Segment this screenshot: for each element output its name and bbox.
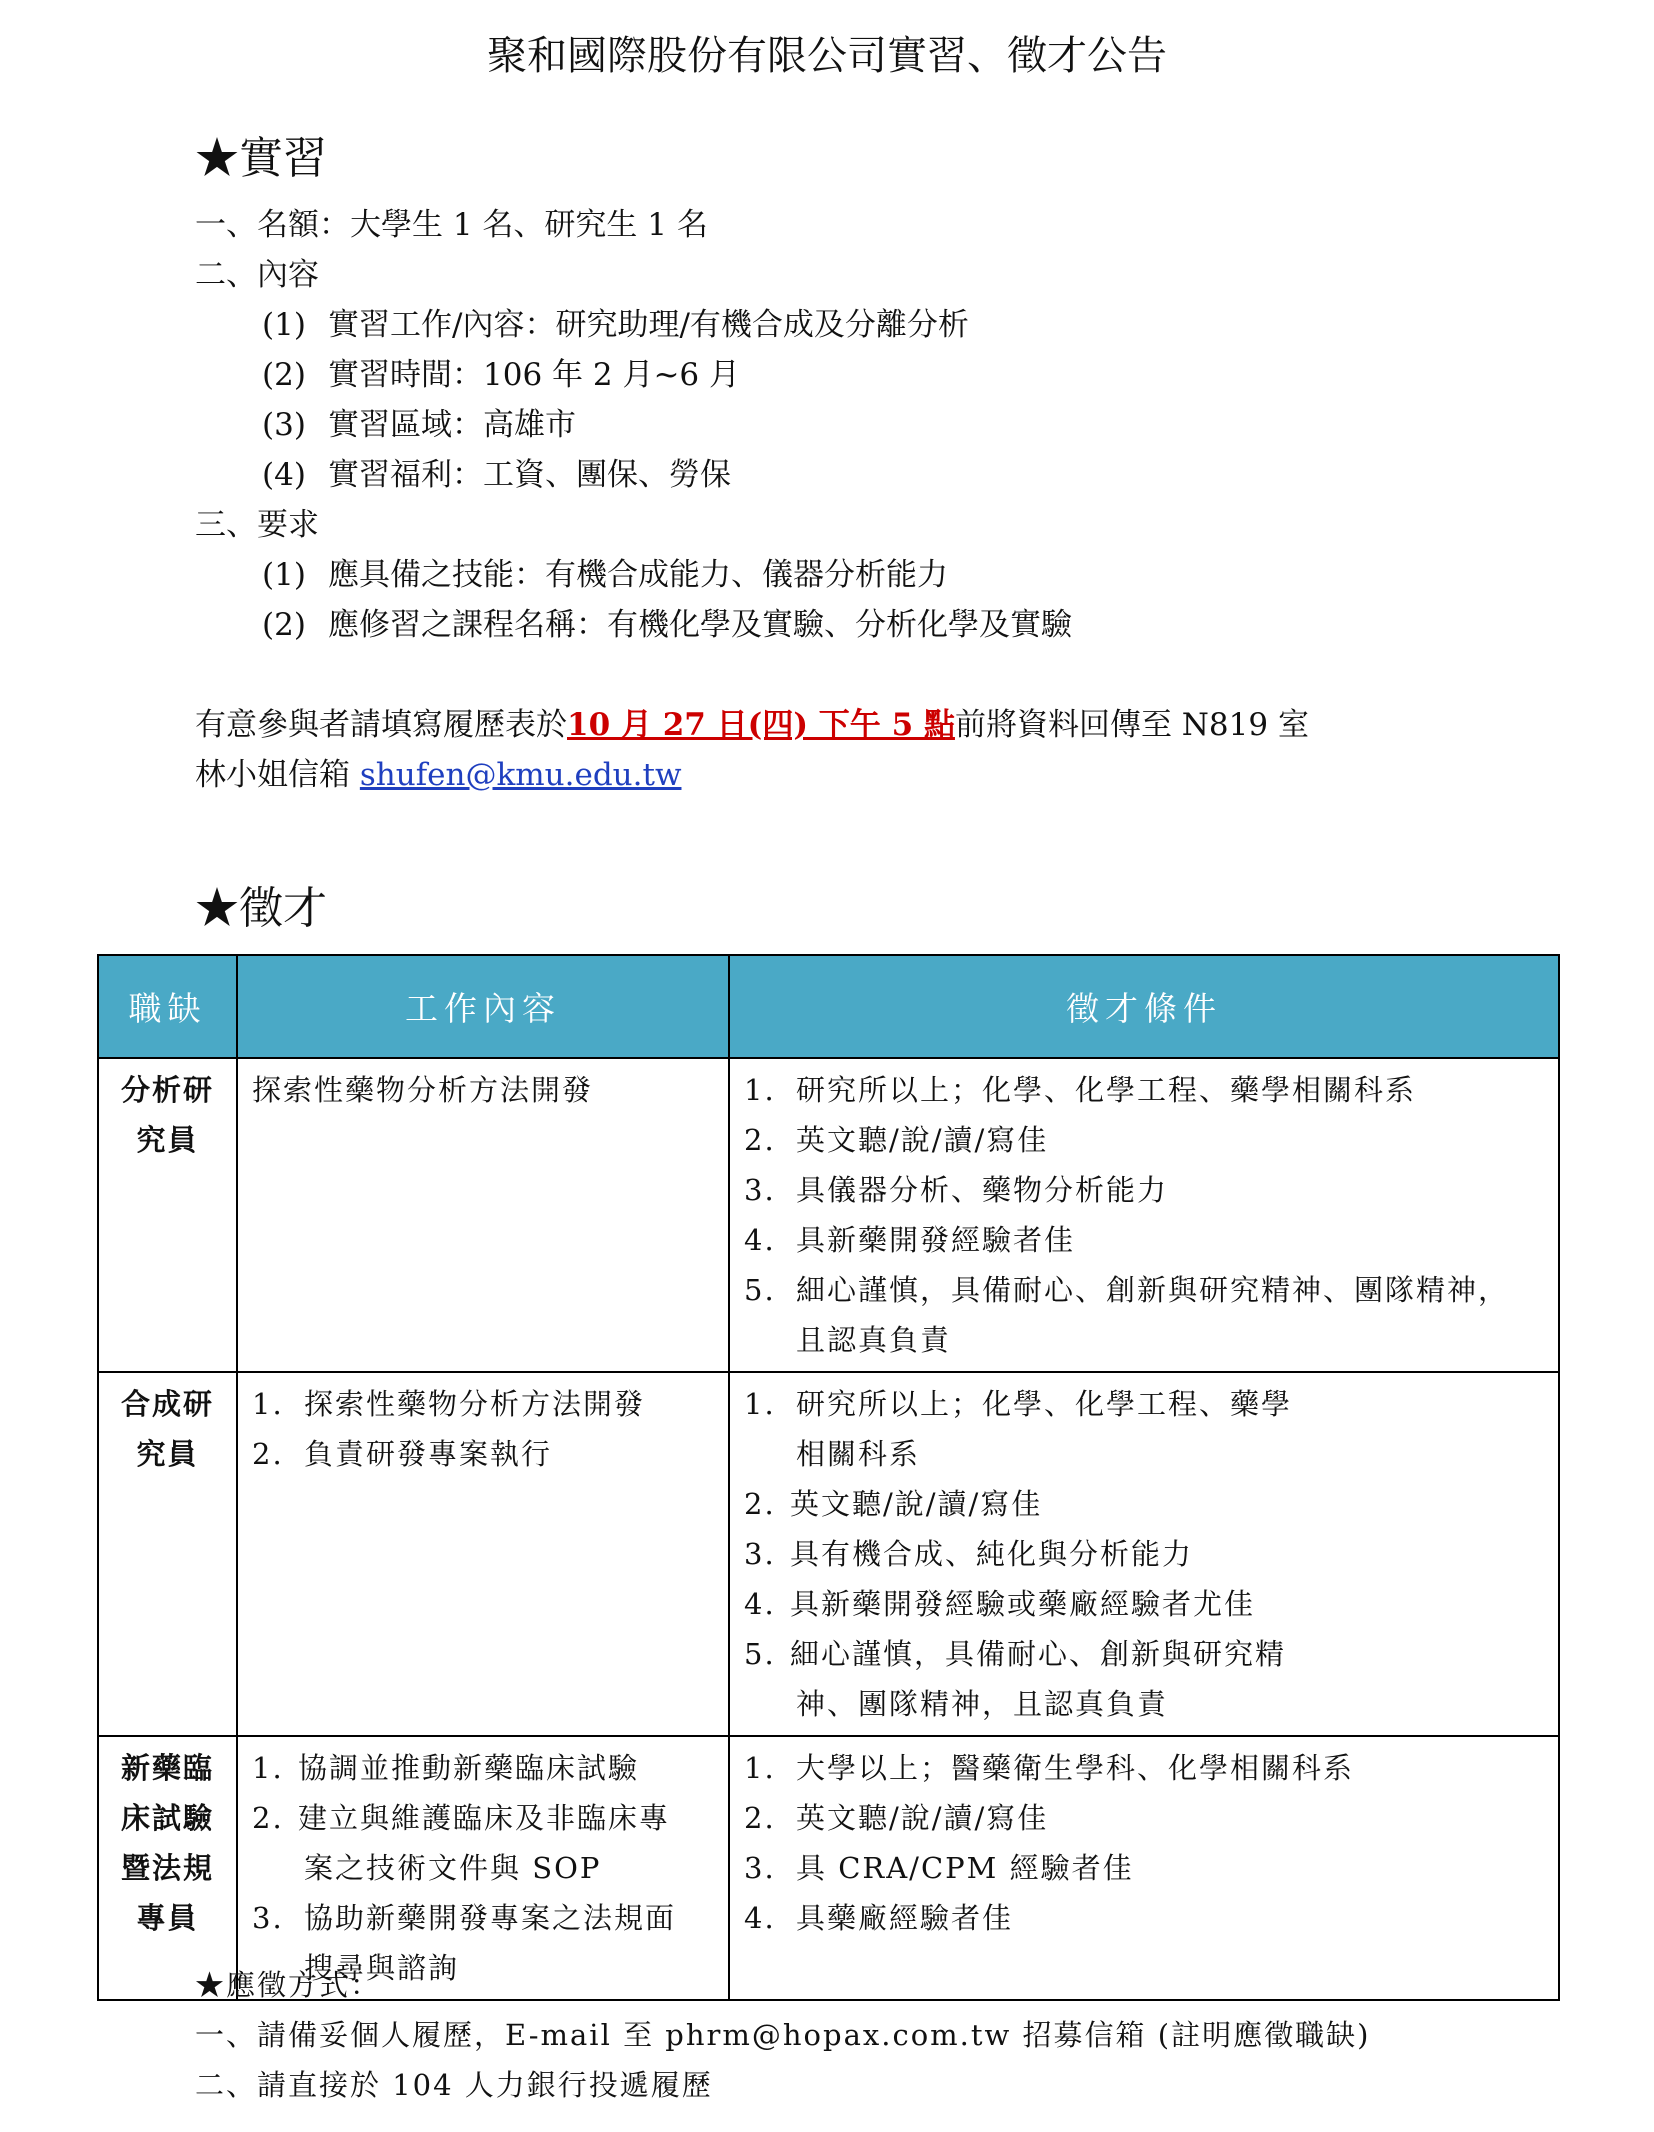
- internship-quota: 一、名額：大學生 1 名、研究生 1 名: [195, 207, 708, 243]
- header-position: 職缺: [98, 955, 237, 1058]
- apply-method-heading: ★應徵方式：: [195, 1968, 382, 2002]
- requirement-heading: 三、要求: [195, 507, 319, 543]
- content-item: (2) 實習時間：106 年 2 月~6 月: [262, 357, 741, 393]
- page-title: 聚和國際股份有限公司實習、徵才公告: [487, 33, 1167, 79]
- requirement-item: (1) 應具備之技能：有機合成能力、儀器分析能力: [262, 557, 948, 593]
- table-row: [98, 1372, 1559, 1736]
- content-item: (3) 實習區域：高雄市: [262, 407, 576, 443]
- requirements-cell: 1. 大學以上；醫藥衛生學科、化學相關科系 2. 英文聽/說/讀/寫佳 3. 具 CRA/CPM 經驗者佳 4. 具藥廠經驗者佳: [729, 1736, 1559, 2000]
- position-cell: 分析研 究員: [98, 1058, 237, 1372]
- apply-method-item: 一、請備妥個人履歷，E-mail 至 phrm@hopax.com.tw 招募信箱 (註明應徵職缺): [195, 2018, 1371, 2052]
- content-item: (1) 實習工作/內容：研究助理/有機合成及分離分析: [262, 307, 969, 343]
- requirements-cell: 1. 研究所以上；化學、化學工程、藥學 相關科系 2. 英文聽/說/讀/寫佳 3. 具有機合成、純化與分析能力 4. 具新藥開發經驗或藥廠經驗者尤佳 5. 細心謹慎，具備耐心、創新與研究精 神、團隊精神，且認真負責: [729, 1372, 1559, 1736]
- header-duties: 工作內容: [237, 955, 729, 1058]
- table-row: [98, 1736, 1559, 2000]
- recruitment-table: [97, 954, 1560, 2001]
- position-cell: 新藥臨 床試驗 暨法規 專員: [98, 1736, 237, 2000]
- position-cell: 合成研 究員: [98, 1372, 237, 1736]
- contact-line: 林小姐信箱 shufen@kmu.edu.tw: [195, 757, 682, 793]
- contact-email-link[interactable]: shufen@kmu.edu.tw: [359, 757, 682, 793]
- table-header-row: [98, 955, 1559, 1058]
- duties-cell: 探索性藥物分析方法開發: [237, 1058, 729, 1372]
- duties-cell: 1. 探索性藥物分析方法開發 2. 負責研發專案執行: [237, 1372, 729, 1736]
- header-requirements: 徵才條件: [729, 955, 1559, 1058]
- apply-deadline: 10 月 27 日(四) 下午 5 點: [567, 707, 955, 743]
- content-heading: 二、內容: [195, 257, 319, 293]
- requirement-item: (2) 應修習之課程名稱：有機化學及實驗、分析化學及實驗: [262, 607, 1072, 643]
- internship-heading: ★實習: [195, 133, 327, 184]
- recruit-heading: ★徵才: [195, 883, 327, 934]
- apply-instruction: 有意參與者請填寫履歷表於10 月 27 日(四) 下午 5 點前將資料回傳至 N819 室: [195, 707, 1309, 743]
- content-item: (4) 實習福利：工資、團保、勞保: [262, 457, 731, 493]
- requirements-cell: 1. 研究所以上；化學、化學工程、藥學相關科系 2. 英文聽/說/讀/寫佳 3. 具儀器分析、藥物分析能力 4. 具新藥開發經驗者佳 5. 細心謹慎，具備耐心、創新與研究精神、團隊精神， 且認真負責: [729, 1058, 1559, 1372]
- apply-method-item: 二、請直接於 104 人力銀行投遞履歷: [195, 2068, 713, 2102]
- table-row: [98, 1058, 1559, 1372]
- duties-cell: 1. 協調並推動新藥臨床試驗 2. 建立與維護臨床及非臨床專 案之技術文件與 SOP 3. 協助新藥開發專案之法規面 搜尋與諮詢: [237, 1736, 729, 2000]
